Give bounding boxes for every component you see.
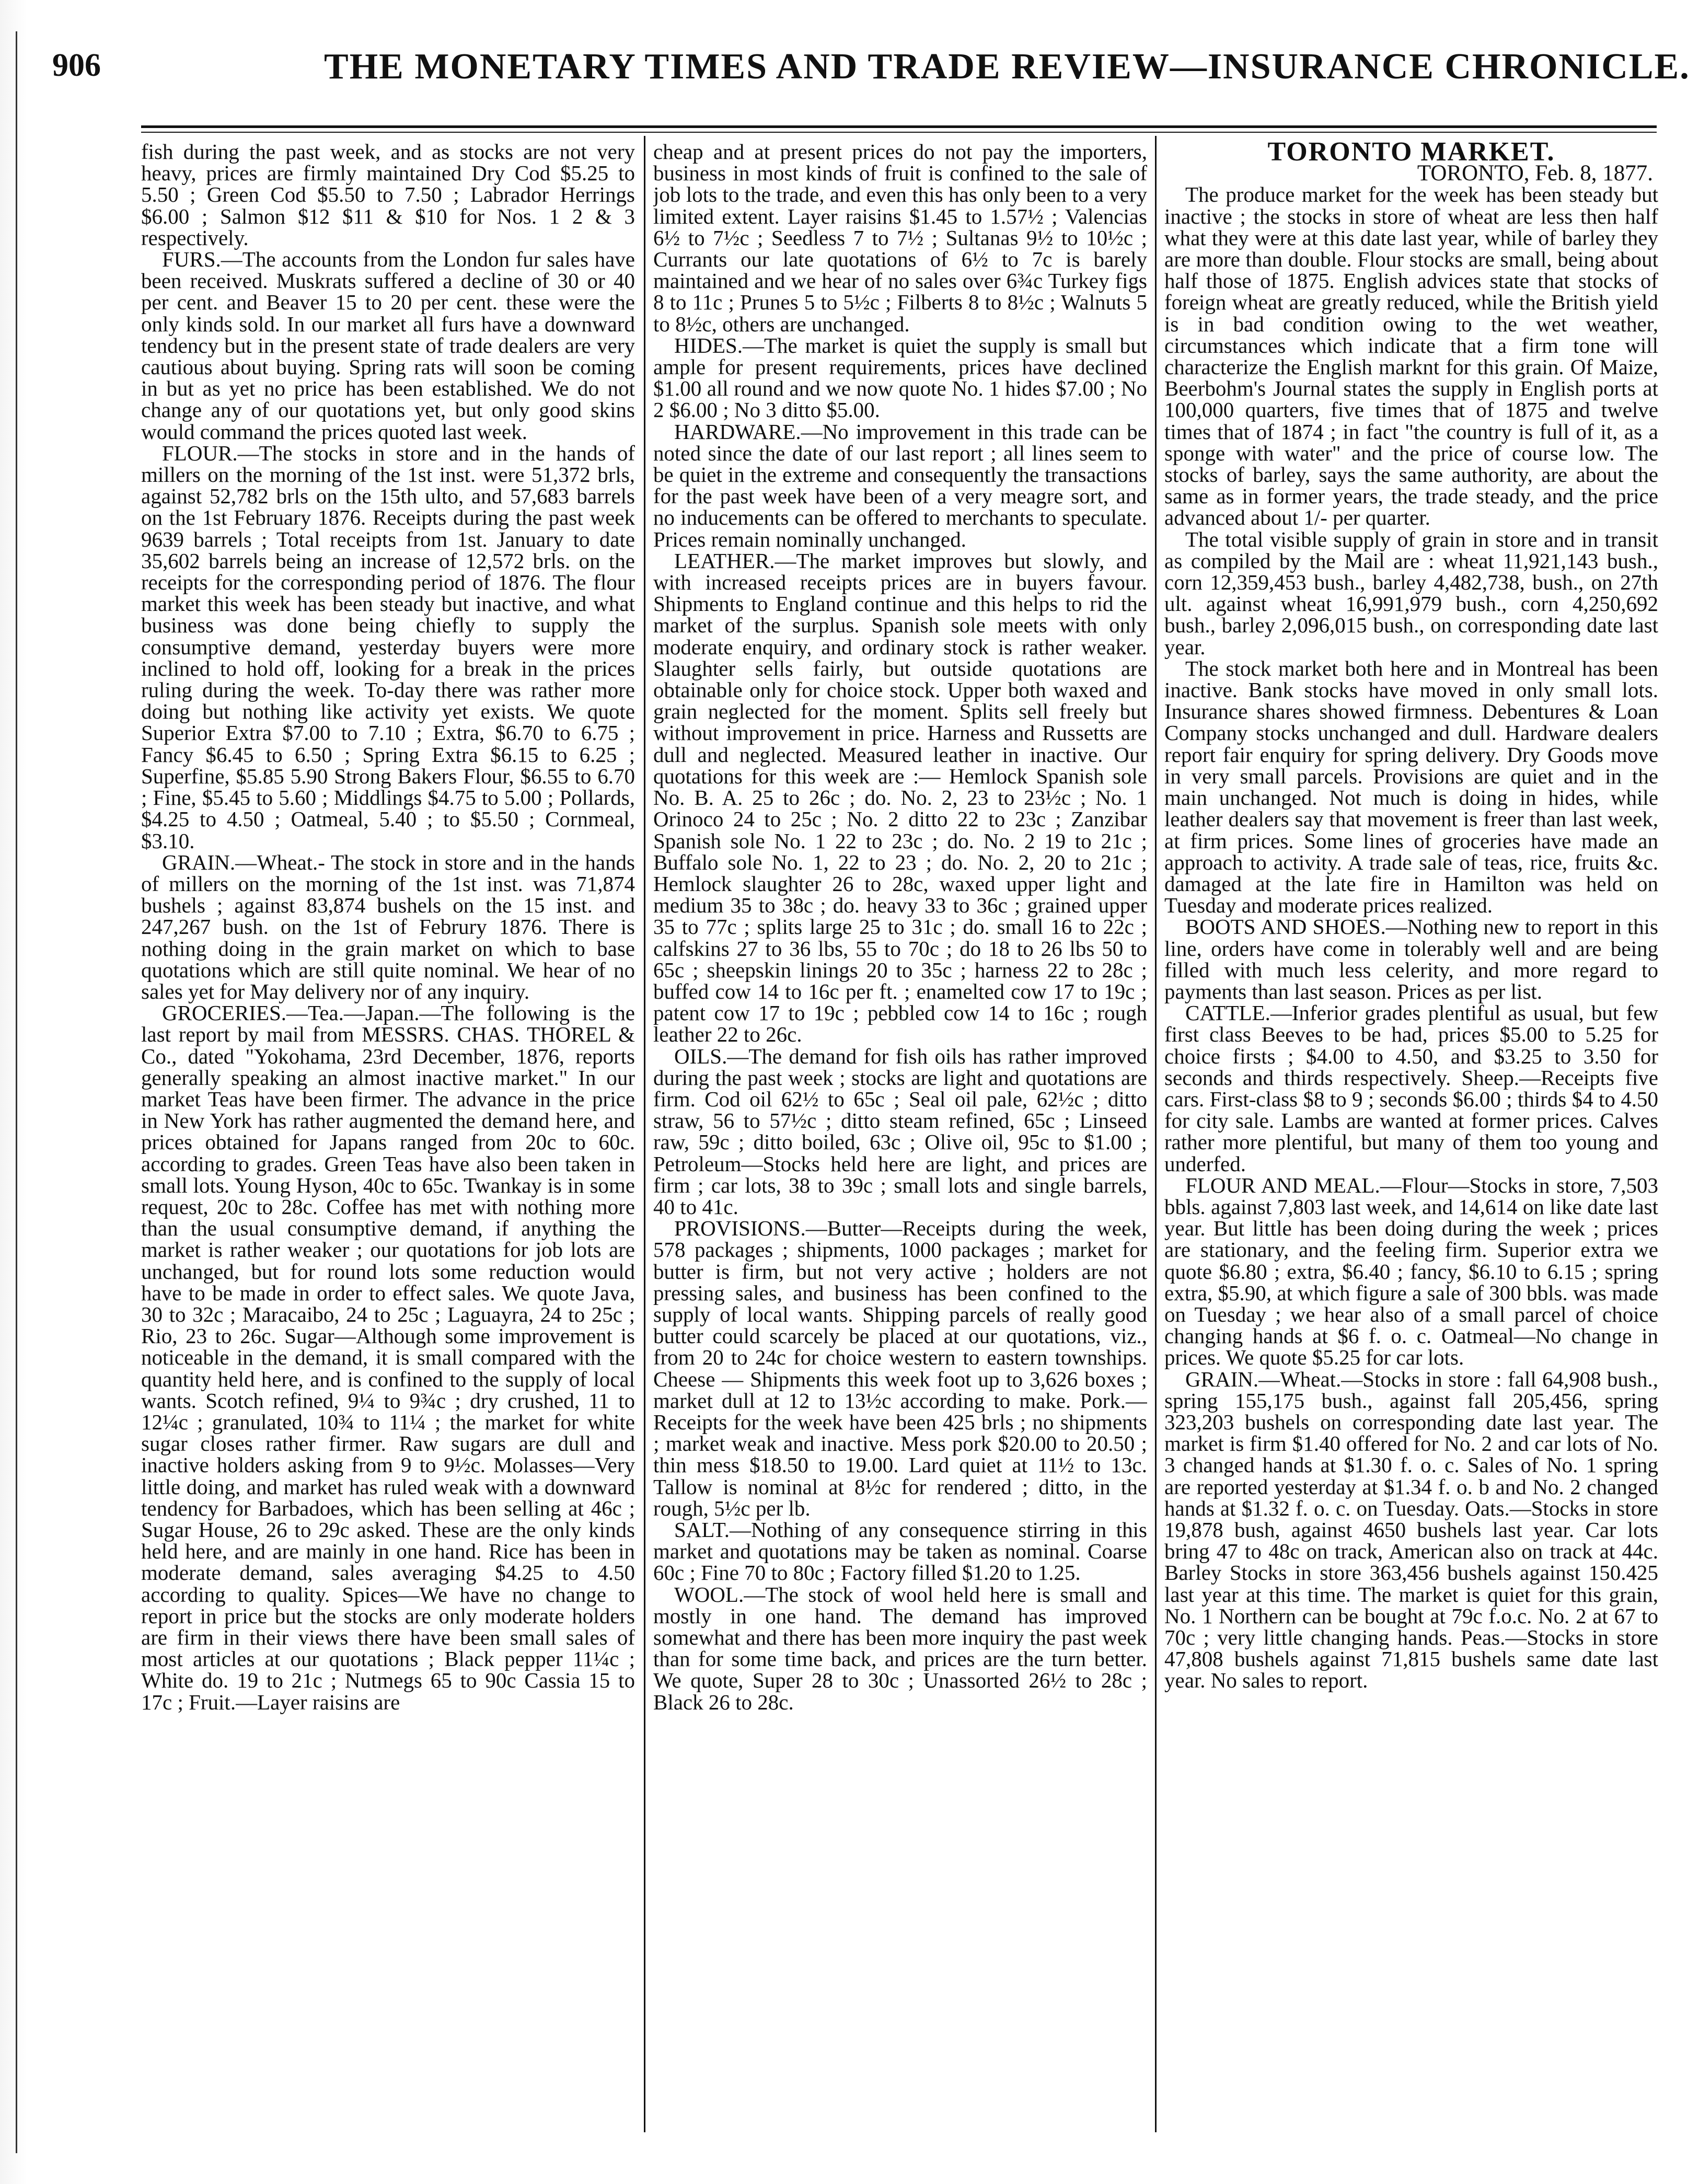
paragraph-oils: OILS.—The demand for fish oils has rather improved during the past week ; stocks are light and quotations are firm. Cod oil 62½ to 65c ; Seal oil pale, 62½c ; ditto straw, 56 to 57½c ; ditto steam refined, 65c ; Linseed raw, 59c ; ditto boiled, 63c ; Olive oil, 95c to $1.00 ; Petroleum—Stocks held here are light, and prices are firm ; car lots, 38 to 39c ; small lots and single barrels, 40 to 41c.	[653, 1044, 1147, 1219]
page-number: 906	[52, 48, 101, 83]
column-rule-2	[1155, 136, 1157, 2132]
page-edge	[0, 0, 27, 2184]
column-1	[141, 141, 635, 2132]
column-3	[1164, 141, 1658, 2132]
column-rule-1	[644, 136, 645, 2132]
paragraph-fish: fish during the past week, and as stocks are not very heavy, prices are firmly maintained Dry Cod $5.25 to 5.50 ; Green Cod $5.50 to 7.50 ; Labrador Herrings $6.00 ; Salmon $12 $11 & $10 for Nos. 1 2 & 3 respectively.	[141, 141, 635, 250]
section-heading: TORONTO MARKET.	[1267, 141, 1555, 167]
paragraph-boots-shoes: BOOTS AND SHOES.—Nothing new to report in this line, orders have come in tolerably well and are being filled with much less celerity, and more regard to payments than last season. Prices as per list.	[1164, 915, 1658, 1003]
paragraph-stock-market: The stock market both here and in Montreal has been inactive. Bank stocks have moved in only small lots. Insurance shares showed firmness. Debentures & Loan Company stocks unchanged and dull. Hardware dealers report fair enquiry for spring delivery. Dry Goods move in very small parcels. Provisions are quiet and in the main unchanged. Not much is doing in hides, while leather dealers say that movement is freer than last week, at firm prices. Some lines of groceries have made an approach to activity. A trade sale of teas, rice, fruits &c. damaged at the late fire in Hamilton was held on Tuesday and moderate prices realized.	[1164, 656, 1658, 918]
paragraph-furs: FURS.—The accounts from the London fur sales have been received. Muskrats suffered a decline of 30 or 40 per cent. and Beaver 15 to 20 per cent. these were the only kinds sold. In our market all furs have a downward tendency but in the present state of trade dealers are very cautious about buying. Spring rats will soon be coming in but as yet no price has been established. We do not change any of our quotations yet, but only good skins would command the prices quoted last week.	[141, 247, 635, 444]
binding-line	[16, 31, 17, 2153]
column-2	[653, 141, 1147, 2132]
header-rule-thin	[141, 132, 1657, 133]
paragraph-fruit: cheap and at present prices do not pay the importers, business in most kinds of fruit is confined to the sale of job lots to the trade, and even this has only been to a very limited extent. Layer raisins $1.45 to 1.57½ ; Valencias 6½ to 7½c ; Seedless 7 to 7½ ; Sultanas 9½ to 10½c ; Currants our late quotations of 6½ to 7c is barely maintained and we hear of no sales over 6¾c Turkey figs 8 to 11c ; Prunes 5 to 5½c ; Filberts 8 to 8½c ; Walnuts 5 to 8½c, others are unchanged.	[653, 141, 1147, 336]
dateline: TORONTO, Feb. 8, 1877.	[1417, 161, 1653, 186]
paragraph-leather: LEATHER.—The market improves but slowly, and with increased receipts prices are in buyers favour. Shipments to England continue and this helps to rid the market of the surplus. Spanish sole meets with only moderate enquiry, and ordinary stock is rather weaker. Slaughter sells fairly, but outside quotations are obtainable only for choice stock. Upper both waxed and grain neglected for the moment. Splits sell freely but without improvement in price. Harness and Russetts are dull and neglected. Measured leather in inactive. Our quotations for this week are :— Hemlock Spanish sole No. B. A. 25 to 26c ; do. No. 2, 23 to 23½c ; No. 1 Orinoco 24 to 25c ; No. 2 ditto 22 to 23c ; Zanzibar Spanish sole No. 1 22 to 23c ; do. No. 2 19 to 21c ; Buffalo sole No. 1, 22 to 23 ; do. No. 2, 20 to 21c ; Hemlock slaughter 26 to 28c, waxed upper light and medium 35 to 38c ; do. heavy 33 to 36c ; grained upper 35 to 77c ; splits large 25 to 31c ; do. small 16 to 22c ; calfskins 27 to 36 lbs, 55 to 70c ; do 18 to 26 lbs 50 to 65c ; sheepskin linings 20 to 35c ; harness 22 to 28c ; buffed cow 14 to 16c per ft. ; enamelted cow 17 to 19c ; patent cow 17 to 19c ; pebbled cow 14 to 16c ; rough leather 22 to 26c.	[653, 548, 1147, 1047]
paragraph-salt: SALT.—Nothing of any consequence stirring in this market and quotations may be taken as nominal. Coarse 60c ; Fine 70 to 80c ; Factory filled $1.20 to 1.25.	[653, 1518, 1147, 1585]
paragraph-produce: The produce market for the week has been steady but inactive ; the stocks in store of wheat are less then half what they were at this date last year, while of barley they are more than double. Flour stocks are small, being about half those of 1875. English advices state that stocks of foreign wheat are greatly reduced, while the British yield is in bad condition owing to the wet weather, circumstances which indicate that a firm tone will characterize the English marknt for this grain. Of Maize, Beerbohm's Journal states the supply in English ports at 100,000 quarters, five times that of 1875 and twelve times that of 1874 ; in fact "the country is full of it, as a sponge with water" and the price of course low. The stocks of barley, says the same authority, are about the same as in former years, the trade steady, and the price advanced about 1/- per quarter.	[1164, 182, 1658, 530]
paragraph-flour-meal: FLOUR AND MEAL.—Flour—Stocks in store, 7,503 bbls. against 7,803 last week, and 14,614 on like date last year. But little has been doing during the week ; prices are stationary, and the feeling firm. Superior extra we quote $6.80 ; extra, $6.40 ; fancy, $6.10 to 6.15 ; spring extra, $5.90, at which figure a sale of 300 bbls. was made on Tuesday ; we hear also of a small parcel of choice changing hands at $6 f. o. c. Oatmeal—No change in prices. We quote $5.25 for car lots.	[1164, 1173, 1658, 1370]
paragraph-hides: HIDES.—The market is quiet the supply is small but ample for present requirements, prices have declined $1.00 all round and we now quote No. 1 hides $7.00 ; No 2 $6.00 ; No 3 ditto $5.00.	[653, 333, 1147, 422]
paragraph-groceries: GROCERIES.—Tea.—Japan.—The following is the last report by mail from MESSRS. CHAS. THOREL & Co., dated "Yokohama, 23rd December, 1876, reports generally speaking an almost inactive market." In our market Teas have been firmer. The advance in the price in New York has rather augmented the demand here, and prices obtained for Japans ranged from 20c to 60c. according to grades. Green Teas have also been taken in small lots. Young Hyson, 40c to 65c. Twankay is in some request, 20c to 28c. Coffee has met with nothing more than the usual consumptive demand, if anything the market is rather weaker ; our quotations for job lots are unchanged, but for round lots some reduction would have to be made in order to effect sales. We quote Java, 30 to 32c ; Maracaibo, 24 to 25c ; Laguayra, 24 to 25c ; Rio, 23 to 26c. Sugar—Although some improvement is noticeable in the demand, it is small compared with the quantity held here, and is confined to the supply of local wants. Scotch refined, 9¼ to 9¾c ; dry crushed, 11 to 12¼c ; granulated, 10¾ to 11¼ ; the market for white sugar closes rather firmer. Raw sugars are dull and inactive holders asking from 9 to 9½c. Molasses—Very little doing, and market has ruled weak with a downward tendency for Barbadoes, which has been selling at 46c ; Sugar House, 26 to 29c asked. These are the only kinds held here, and are mainly in one hand. Rice has been in moderate demand, sales averaging $4.25 to 4.50 according to quality. Spices—We have no change to report in price but the stocks are only moderate holders are firm in their views there have been small sales of most articles at our quotations ; Black pepper 11¼c ; White do. 19 to 21c ; Nutmegs 65 to 90c Cassia 15 to 17c ; Fruit.—Layer raisins are	[141, 1001, 635, 1714]
paragraph-provisions: PROVISIONS.—Butter—Receipts during the week, 578 packages ; shipments, 1000 packages ; market for butter is firm, but not very active ; holders are not pressing sales, and business has been confined to the supply of local wants. Shipping parcels of really good butter could scarcely be placed at our quotations, viz., from 20 to 24c for choice western to eastern townships. Cheese — Shipments this week foot up to 3,626 boxes ; market dull at 12 to 13½c according to make. Pork.—Receipts for the week have been 425 brls ; no shipments ; market weak and inactive. Mess pork $20.00 to 20.50 ; thin mess $18.50 to 19.00. Lard quiet at 11½ to 13c. Tallow is nominal at 8½c for rendered ; ditto, in the rough, 5½c per lb.	[653, 1216, 1147, 1520]
paragraph-grain: GRAIN.—Wheat.- The stock in store and in the hands of millers on the morning of the 1st inst. was 71,874 bushels ; against 83,874 bushels on the 15 inst. and 247,267 bush. on the 1st of Februry 1876. There is nothing doing in the grain market on which to base quotations which are still quite nominal. We hear of no sales yet for May delivery nor of any inquiry.	[141, 850, 635, 1003]
paragraph-visible-supply: The total visible supply of grain in store and in transit as compiled by the Mail are : wheat 11,921,143 bush., corn 12,359,453 bush., barley 4,482,738, bush., on 27th ult. against wheat 16,991,979 bush., corn 4,250,692 bush., barley 2,096,015 bush., on corresponding date last year.	[1164, 527, 1658, 659]
paragraph-flour: FLOUR.—The stocks in store and in the hands of millers on the morning of the 1st inst. were 51,372 brls, against 52,782 brls on the 15th ulto, and 57,683 barrels on the 1st February 1876. Receipts during the past week 9639 barrels ; Total receipts from 1st. January to date 35,602 barrels being an increase of 12,572 brls. on the receipts for the corresponding period of 1876. The flour market this week has been steady but inactive, and what business was done being chiefly to supply the consumptive demand, yesterday buyers were more inclined to hold off, looking for a break in the prices ruling during the week. To-day there was rather more doing but nothing like activity yet exists. We quote Superior Extra $7.00 to 7.10 ; Extra, $6.70 to 6.75 ; Fancy $6.45 to 6.50 ; Spring Extra $6.15 to 6.25 ; Superfine, $5.85 5.90 Strong Bakers Flour, $6.55 to 6.70 ; Fine, $5.45 to 5.60 ; Middlings $4.75 to 5.00 ; Pollards, $4.25 to 4.50 ; Oatmeal, 5.40 ; to $5.50 ; Cornmeal, $3.10.	[141, 441, 635, 853]
header-rule	[141, 125, 1657, 128]
paragraph-cattle: CATTLE.—Inferior grades plentiful as usual, but few first class Beeves to be had, prices $5.00 to 5.25 for choice firsts ; $4.00 to 4.50, and $3.25 to 3.50 for seconds and thirds respectively. Sheep.—Receipts five cars. First-class $8 to 9 ; seconds $6.00 ; thirds $4 to 4.50 for city sale. Lambs are wanted at former prices. Calves rather more plentiful, but many of them too young and underfed.	[1164, 1001, 1658, 1176]
paragraph-grain-toronto: GRAIN.—Wheat.—Stocks in store : fall 64,908 bush., spring 155,175 bush., against fall 205,456, spring 323,203 bushels on corresponding date last year. The market is firm $1.40 offered for No. 2 and car lots of No. 3 changed hands at $1.30 f. o. c. Sales of No. 1 spring are reported yesterday at $1.34 f. o. b and No. 2 changed hands at $1.32 f. o. c. on Tuesday. Oats.—Stocks in store 19,878 bush, against 4650 bushels last year. Car lots bring 47 to 48c on track, American also on track at 44c. Barley Stocks in store 363,456 bushels against 150.425 last year at this time. The market is quiet for this grain, No. 1 Northern can be bought at 79c f.o.c. No. 2 at 67 to 70c ; very little changing hands. Peas.—Stocks in store 47,808 bushels against 71,815 bushels same date last year. No sales to report.	[1164, 1367, 1658, 1693]
paragraph-hardware: HARDWARE.—No improvement in this trade can be noted since the date of our last report ; all lines seem to be quiet in the extreme and consequently the transactions for the past week have been of a very meagre sort, and no inducements can be offered to merchants to speculate. Prices remain nominally unchanged.	[653, 419, 1147, 551]
paragraph-wool: WOOL.—The stock of wool held here is small and mostly in one hand. The demand has improved somewhat and there has been more inquiry the past week than for some time back, and prices are the turn better. We quote, Super 28 to 30c ; Unassorted 26½ to 28c ; Black 26 to 28c.	[653, 1582, 1147, 1714]
running-title: THE MONETARY TIMES AND TRADE REVIEW—INSURANCE CHRONICLE.	[324, 47, 1690, 87]
